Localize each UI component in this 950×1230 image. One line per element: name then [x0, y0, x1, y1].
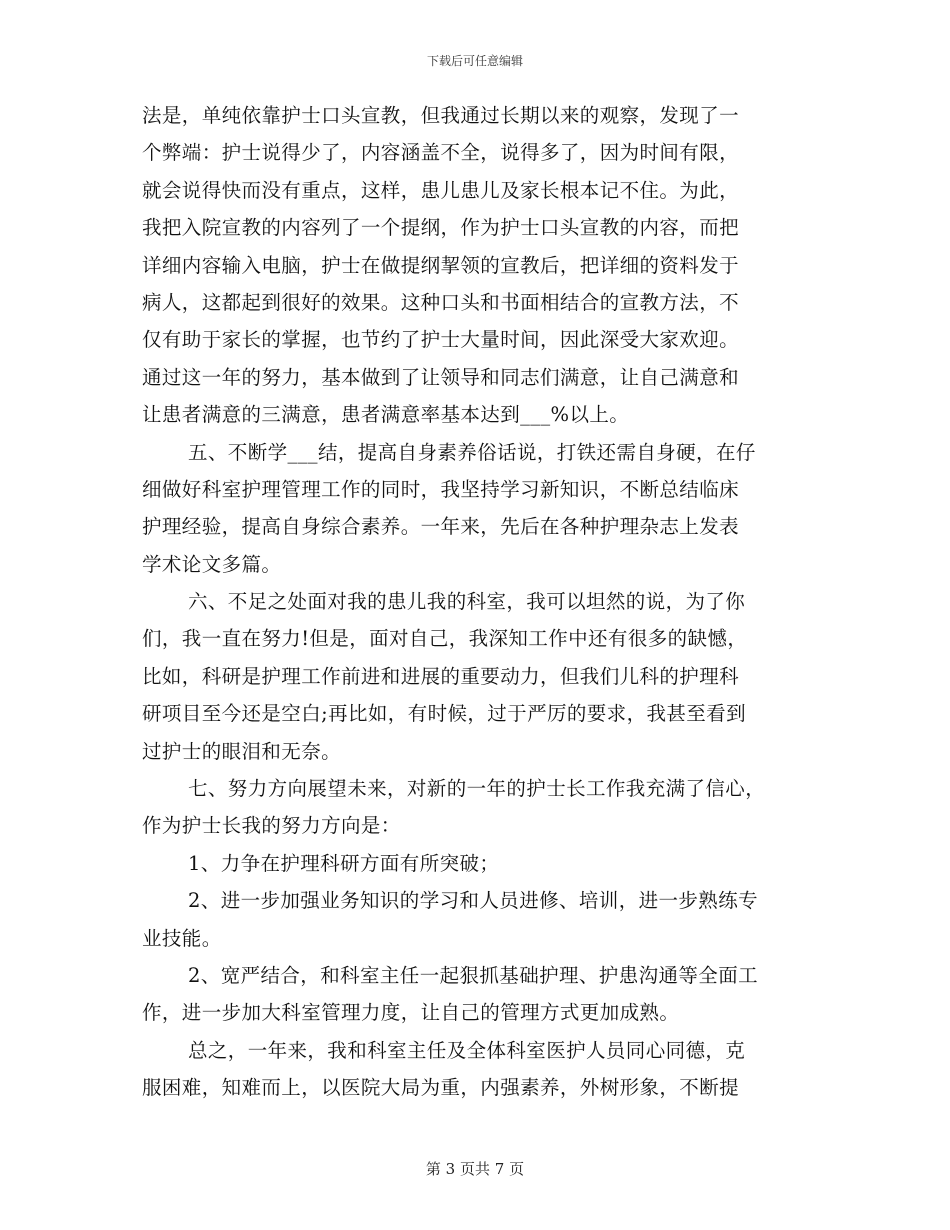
text-line: 们，我一直在努力!但是，面对自己，我深知工作中还有很多的缺憾， — [142, 627, 748, 651]
text-line: 我把入院宣教的内容列了一个提纲，作为护士口头宣教的内容，而把 — [142, 216, 740, 240]
text-line: 比如，科研是护理工作前进和进展的重要动力，但我们儿科的护理科 — [142, 664, 740, 688]
text-line: 细做好科室护理管理工作的同时，我坚持学习新知识，不断总结临床 — [142, 477, 740, 501]
text-line: 就会说得快而没有重点，这样，患儿患儿及家长根本记不住。为此， — [142, 178, 740, 202]
text-line: 2、宽严结合，和科室主任一起狠抓基础护理、护患沟通等全面工 — [188, 963, 759, 987]
text-line: 护理经验，提高自身综合素养。一年来，先后在各种护理杂志上发表 — [142, 515, 740, 539]
text-line: 五、不断学___结，提高自身素养俗话说，打铁还需自身硬，在仔 — [188, 440, 756, 464]
text-line: 作为护士长我的努力方向是： — [142, 814, 401, 838]
text-line: 总之，一年来，我和科室主任及全体科室医护人员同心同德，克 — [188, 1038, 746, 1062]
text-line: 六、不足之处面对我的患儿我的科室，我可以坦然的说，为了你 — [188, 590, 746, 614]
text-line: 业技能。 — [142, 926, 222, 950]
document-body — [142, 97, 808, 1107]
text-line: 通过这一年的努力，基本做到了让领导和同志们满意，让自己满意和 — [142, 365, 740, 389]
text-line: 2、进一步加强业务知识的学习和人员进修、培训，进一步熟练专 — [188, 889, 759, 913]
text-line: 个弊端：护士说得少了，内容涵盖不全，说得多了，因为时间有限， — [142, 141, 740, 165]
text-line: 服困难，知难而上，以医院大局为重，内强素养，外树形象，不断提 — [142, 1076, 740, 1100]
text-line: 让患者满意的三满意，患者满意率基本达到___%以上。 — [142, 403, 630, 427]
text-line: 详细内容输入电脑，护士在做提纲挈领的宣教后，把详细的资料发于 — [142, 253, 740, 277]
page-footer: 第 3 页共 7 页 — [425, 1160, 525, 1178]
text-line: 七、努力方向展望未来，对新的一年的护士长工作我充满了信心， — [188, 777, 766, 801]
text-line: 过护士的眼泪和无奈。 — [142, 739, 342, 763]
text-line: 研项目至今还是空白;再比如，有时候，过于严厉的要求，我甚至看到 — [142, 702, 746, 726]
text-line: 病人，这都起到很好的效果。这种口头和书面相结合的宣教方法，不 — [142, 290, 740, 314]
text-line: 学术论文多篇。 — [142, 552, 282, 576]
text-line: 1、力争在护理科研方面有所突破； — [188, 851, 500, 875]
text-line: 仅有助于家长的掌握，也节约了护士大量时间，因此深受大家欢迎。 — [142, 328, 740, 352]
text-line: 作，进一步加大科室管理力度，让自己的管理方式更加成熟。 — [142, 1001, 680, 1025]
text-line: 法是，单纯依靠护士口头宣教，但我通过长期以来的观察，发现了一 — [142, 104, 740, 127]
page-header: 下载后可任意编辑 — [426, 54, 523, 68]
